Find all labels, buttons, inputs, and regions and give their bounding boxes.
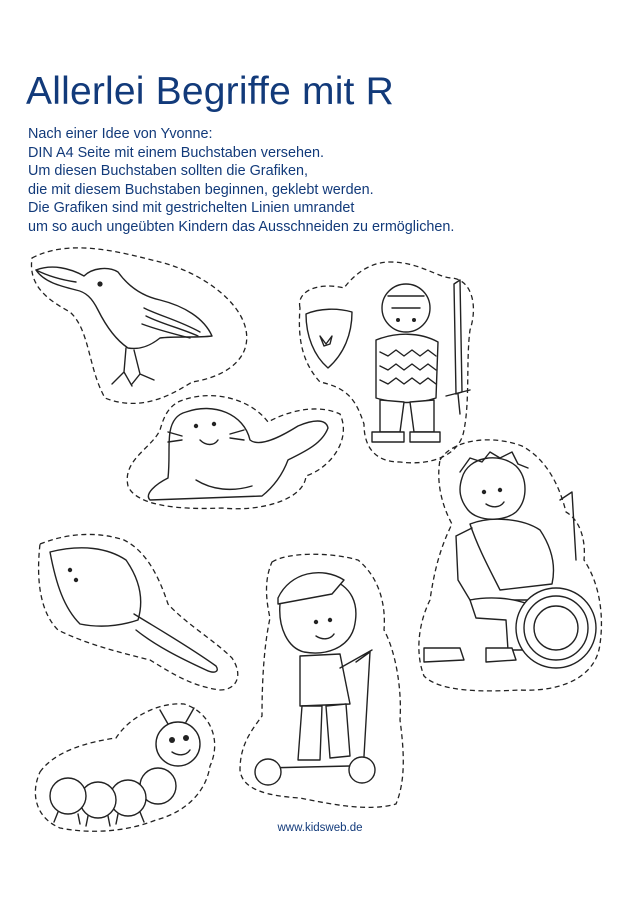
intro-line: die mit diesem Buchstaben beginnen, geklebt werden.: [28, 181, 374, 198]
intro-line: Nach einer Idee von Yvonne:: [28, 126, 213, 142]
boy-scooter-illustration: [240, 554, 403, 807]
boy-wheelchair-illustration: [419, 440, 602, 691]
intro-line: um so auch ungeübten Kindern das Ausschneiden zu ermöglichen.: [28, 218, 455, 235]
footer-link[interactable]: www.kidsweb.de: [277, 822, 363, 834]
intro-line: Um diesen Buchstaben sollten die Grafiken,: [28, 163, 308, 180]
page-title: Allerlei Begriffe mit R: [26, 70, 394, 113]
intro-line: Die Grafiken sind mit gestrichelten Linien umrandet: [28, 200, 355, 217]
stingray-illustration: [39, 534, 238, 690]
raven-illustration: [31, 248, 246, 404]
seal-illustration: [127, 396, 343, 509]
caterpillar-illustration: [35, 704, 214, 831]
intro-line: DIN A4 Seite mit einem Buchstaben versehen.: [28, 144, 324, 161]
